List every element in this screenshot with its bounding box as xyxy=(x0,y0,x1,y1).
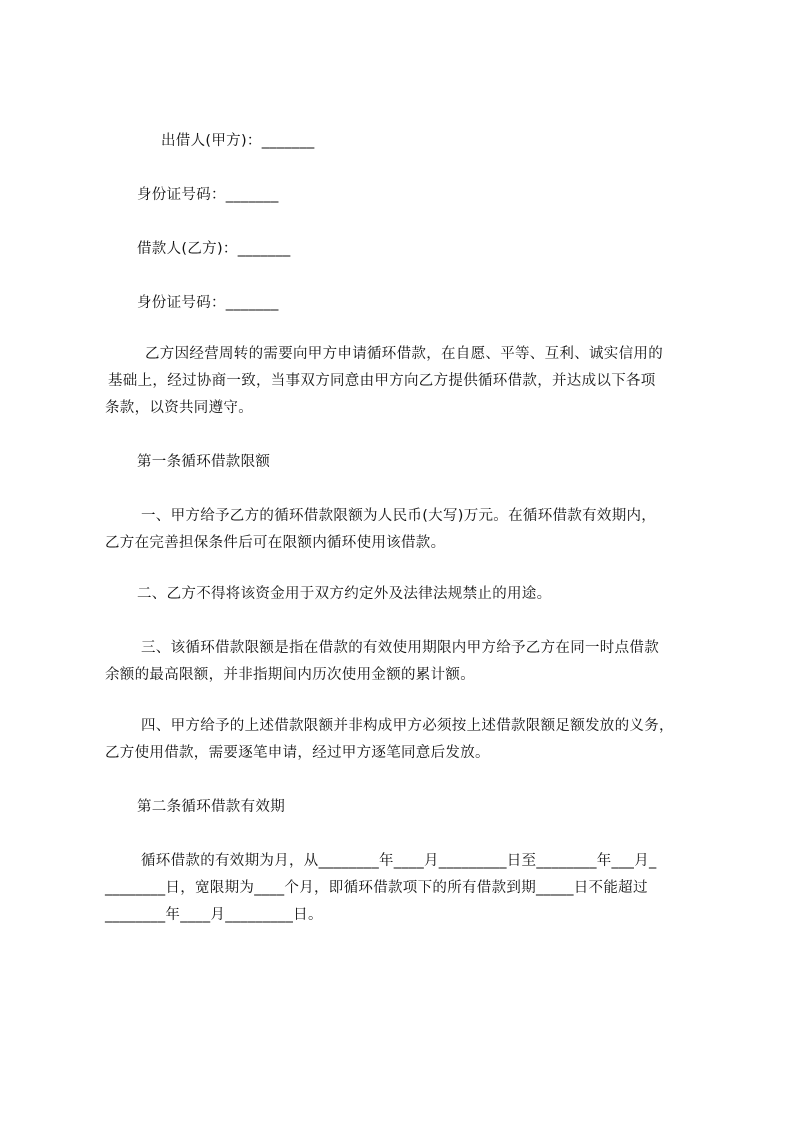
lender-field: 出借人(甲方)：_______ xyxy=(161,133,315,149)
clause-line: 二、乙方不得将该资金用于双方约定外及法律法规禁止的用途。 xyxy=(137,586,552,602)
clause-line: 乙方在完善担保条件后可在限额内循环使用该借款。 xyxy=(105,535,446,551)
clause-line: 乙方使用借款，需要逐笔申请，经过甲方逐笔同意后发放。 xyxy=(105,745,490,761)
article2-line: ________日，宽限期为____个月，即循环借款项下的所有借款到期_____日不能超过 xyxy=(105,880,648,896)
intro-line: 基础上，经过协商一致，当事双方同意由甲方向乙方提供循环借款，并达成以下各项 xyxy=(108,373,656,389)
intro-line: 乙方因经营周转的需要向甲方申请循环借款，在自愿、平等、互利、诚实信用的 xyxy=(145,346,663,362)
borrower-field: 借款人(乙方)：_______ xyxy=(137,241,291,257)
clause-line: 余额的最高限额，并非指期间内历次使用金额的累计额。 xyxy=(105,667,475,683)
borrower-id-field: 身份证号码：_______ xyxy=(137,295,279,311)
article2-title: 第二条循环借款有效期 xyxy=(137,799,285,815)
clause-line: 三、该循环借款限额是指在借款的有效使用期限内甲方给予乙方在同一时点借款 xyxy=(141,640,659,656)
article2-line: 循环借款的有效期为月，从________年____月_________日至________年___月_ xyxy=(141,853,657,869)
article1-title: 第一条循环借款限额 xyxy=(137,454,271,470)
intro-line: 条款，以资共同遵守。 xyxy=(105,400,253,416)
lender-id-field: 身份证号码：_______ xyxy=(137,187,279,203)
clause-line: 四、甲方给予的上述借款限额并非构成甲方必须按上述借款限额足额发放的义务， xyxy=(141,718,674,734)
clause-line: 一、甲方给予乙方的循环借款限额为人民币(大写)万元。在循环借款有效期内， xyxy=(141,508,657,524)
article2-line: ________年____月_________日。 xyxy=(105,907,323,923)
